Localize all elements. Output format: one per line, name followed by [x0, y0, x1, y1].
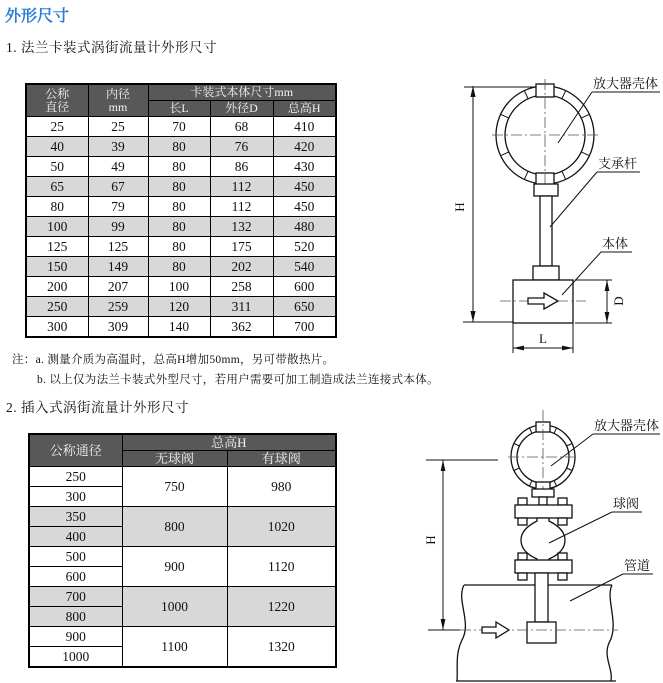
label-pipe	[570, 558, 653, 601]
table-row	[29, 587, 336, 607]
cell: 430	[273, 157, 336, 177]
cell: 132	[210, 217, 273, 237]
section1-heading: 1. 法兰卡装式涡街流量计外形尺寸	[6, 40, 217, 55]
insertion-type-dimension-table	[28, 433, 337, 668]
dim-h-label: H	[452, 202, 467, 212]
flange-type-dimension-table	[25, 83, 337, 338]
table-row	[26, 137, 336, 157]
cell: 80	[148, 157, 210, 177]
svg-text:放大器壳体: 放大器壳体	[594, 418, 660, 433]
col-header-no-ball-valve: 无球阀	[122, 451, 227, 467]
table-row	[26, 317, 336, 338]
col-header-total-height: 总高H	[273, 101, 336, 117]
cell: 540	[273, 257, 336, 277]
svg-text:管道: 管道	[624, 558, 651, 573]
cell: 150	[26, 257, 88, 277]
support-rod-drawing	[533, 184, 559, 280]
l-dimension	[513, 323, 573, 353]
cell: 25	[88, 117, 148, 137]
col-group-header-body-size: 卡装式本体尺寸mm	[148, 84, 336, 101]
cell: 309	[88, 317, 148, 338]
cell: 700	[273, 317, 336, 338]
insertion-stem-drawing	[527, 573, 556, 643]
h-dimension	[423, 460, 498, 630]
cell: 259	[88, 297, 148, 317]
cell: 80	[148, 237, 210, 257]
amplifier-housing-drawing	[492, 79, 598, 193]
cell: 410	[273, 117, 336, 137]
cell: 300	[29, 487, 122, 507]
cell: 70	[148, 117, 210, 137]
cell: 207	[88, 277, 148, 297]
cell: 420	[273, 137, 336, 157]
note-a: 注：a. 测量介质为高温时，总高H增加50mm，另可带散热片。	[12, 354, 335, 366]
cell: 600	[273, 277, 336, 297]
table-row	[29, 467, 336, 487]
section2-heading: 2. 插入式涡街流量计外形尺寸	[6, 400, 189, 415]
table-row	[26, 197, 336, 217]
svg-text:放大器壳体: 放大器壳体	[593, 76, 659, 91]
flow-direction-arrow	[482, 622, 509, 638]
cell: 140	[148, 317, 210, 338]
cell: 520	[273, 237, 336, 257]
cell: 800	[29, 607, 122, 627]
cell: 500	[29, 547, 122, 567]
table-row	[26, 117, 336, 137]
cell: 100	[148, 277, 210, 297]
cell: 112	[210, 177, 273, 197]
cell: 362	[210, 317, 273, 338]
cell: 40	[26, 137, 88, 157]
cell: 80	[148, 217, 210, 237]
dim-d-label: D	[611, 296, 626, 306]
dim-l-label: L	[539, 331, 547, 346]
cell: 125	[26, 237, 88, 257]
svg-text:支承杆: 支承杆	[598, 156, 638, 171]
col-header-with-ball-valve: 有球阀	[227, 451, 336, 467]
cell: 400	[29, 527, 122, 547]
cell: 68	[210, 117, 273, 137]
flange-type-flowmeter-diagram	[440, 55, 663, 370]
cell: 1120	[227, 547, 336, 587]
svg-text:本体: 本体	[602, 236, 629, 251]
cell: 80	[26, 197, 88, 217]
col-header-nominal-bore: 公称通径	[29, 434, 122, 467]
cell: 800	[122, 507, 227, 547]
insertion-type-flowmeter-diagram	[420, 400, 663, 683]
cell: 149	[88, 257, 148, 277]
table-row	[26, 237, 336, 257]
cell: 67	[88, 177, 148, 197]
cell: 1100	[122, 627, 227, 668]
cell: 99	[88, 217, 148, 237]
cell: 350	[29, 507, 122, 527]
table-row	[29, 547, 336, 567]
cell: 600	[29, 567, 122, 587]
table-row	[29, 507, 336, 527]
cell: 80	[148, 137, 210, 157]
cell: 750	[122, 467, 227, 507]
cell: 25	[26, 117, 88, 137]
cell: 120	[148, 297, 210, 317]
cell: 200	[26, 277, 88, 297]
cell: 76	[210, 137, 273, 157]
table-row	[26, 217, 336, 237]
cell: 80	[148, 177, 210, 197]
cell: 50	[26, 157, 88, 177]
d-dimension	[575, 280, 626, 323]
cell: 80	[148, 257, 210, 277]
note-b: b. 以上仅为法兰卡装式外型尺寸，若用户需要可加工制造成法兰连接式本体。	[37, 374, 439, 386]
col-header-inner-diameter: 内径 mm	[88, 84, 148, 117]
cell: 300	[26, 317, 88, 338]
col-header-length: 长L	[148, 101, 210, 117]
table-row	[26, 177, 336, 197]
cell: 80	[148, 197, 210, 217]
cell: 39	[88, 137, 148, 157]
cell: 900	[29, 627, 122, 647]
cell: 175	[210, 237, 273, 257]
cell: 1000	[122, 587, 227, 627]
cell: 650	[273, 297, 336, 317]
cell: 980	[227, 467, 336, 507]
ball-valve-assembly-drawing	[515, 489, 572, 580]
table-row	[26, 157, 336, 177]
cell: 49	[88, 157, 148, 177]
cell: 65	[26, 177, 88, 197]
cell: 311	[210, 297, 273, 317]
cell: 258	[210, 277, 273, 297]
col-header-outer-diameter: 外径D	[210, 101, 273, 117]
svg-text:球阀: 球阀	[613, 496, 640, 511]
cell: 700	[29, 587, 122, 607]
cell: 86	[210, 157, 273, 177]
table-header-row	[26, 84, 336, 101]
table-row	[29, 627, 336, 647]
cell: 1220	[227, 587, 336, 627]
table-row	[26, 257, 336, 277]
cell: 100	[26, 217, 88, 237]
table-header-row	[29, 434, 336, 451]
cell: 112	[210, 197, 273, 217]
table-row	[26, 297, 336, 317]
body-drawing	[500, 280, 586, 323]
col-group-header-total-height: 总高H	[122, 434, 336, 451]
table-row	[26, 277, 336, 297]
cell: 250	[26, 297, 88, 317]
cell: 450	[273, 177, 336, 197]
cell: 202	[210, 257, 273, 277]
cell: 1020	[227, 507, 336, 547]
cell: 900	[122, 547, 227, 587]
cell: 450	[273, 197, 336, 217]
cell: 79	[88, 197, 148, 217]
amplifier-housing-drawing	[508, 410, 578, 494]
cell: 1320	[227, 627, 336, 668]
cell: 1000	[29, 647, 122, 668]
cell: 250	[29, 467, 122, 487]
cell: 480	[273, 217, 336, 237]
sensor-head-drawing	[527, 622, 556, 643]
dim-h-label: H	[423, 535, 438, 545]
cell: 125	[88, 237, 148, 257]
page-title: 外形尺寸	[5, 8, 70, 25]
col-header-nominal-diameter: 公称 直径	[26, 84, 88, 117]
